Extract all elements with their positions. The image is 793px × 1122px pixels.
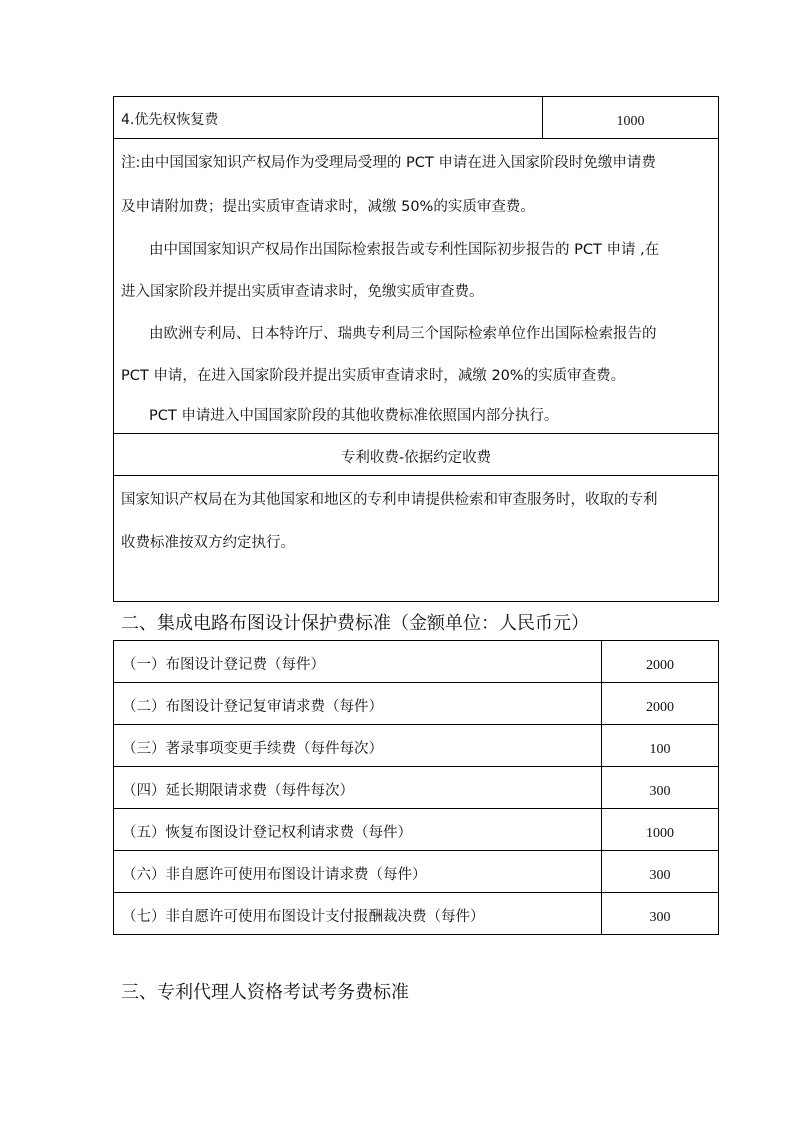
table-row bbox=[114, 725, 718, 767]
layout-design-fee-table bbox=[113, 640, 719, 935]
agreement-line: 国家知识产权局在为其他国家和地区的专利申请提供检索和审查服务时，收取的专利 bbox=[121, 492, 658, 508]
table-row bbox=[114, 767, 718, 809]
pct-note bbox=[114, 139, 718, 434]
note-line: PCT 申请，在进入国家阶段并提出实质审查请求时，减缴 20%的实质审查费。 bbox=[121, 368, 626, 384]
fee-name: 4.优先权恢复费 bbox=[114, 97, 543, 138]
table-row bbox=[114, 641, 718, 683]
fee-name: （二）布图设计登记复审请求费（每件） bbox=[114, 683, 602, 724]
note-line: 及申请附加费；提出实质审查请求时，减缴 50%的实质审查费。 bbox=[121, 199, 535, 215]
table-row bbox=[114, 683, 718, 725]
fee-value: 300 bbox=[649, 868, 671, 883]
note-line: 由中国国家知识产权局作出国际检索报告或专利性国际初步报告的 PCT 申请 ,在 bbox=[149, 242, 660, 258]
fee-name: （七）非自愿许可使用布图设计支付报酬裁决费（每件） bbox=[114, 893, 602, 934]
note-line: 注:由中国国家知识产权局作为受理局受理的 PCT 申请在进入国家阶段时免缴申请费 bbox=[121, 155, 656, 171]
table-row bbox=[114, 809, 718, 851]
note-line: 进入国家阶段并提出实质审查请求时，免缴实质审查费。 bbox=[121, 284, 484, 300]
fee-value: 300 bbox=[649, 910, 671, 925]
fee-value: 2000 bbox=[646, 700, 674, 715]
pct-fee-table bbox=[113, 96, 719, 602]
fee-name: （四）延长期限请求费（每件每次） bbox=[114, 767, 602, 808]
section3-title: 三、专利代理人资格考试考务费标准 bbox=[121, 982, 409, 1003]
fee-value: 1000 bbox=[646, 826, 674, 841]
fee-name: （三）著录事项变更手续费（每件每次） bbox=[114, 725, 602, 766]
fee-row-priority-restoration bbox=[114, 97, 718, 139]
fee-value: 1000 bbox=[616, 114, 645, 129]
section2-title: 二、集成电路布图设计保护费标准（金额单位：人民币元） bbox=[121, 613, 589, 634]
fee-value: 2000 bbox=[646, 658, 674, 673]
note-line: 由欧洲专利局、日本特许厅、瑞典专利局三个国际检索单位作出国际检索报告的 bbox=[149, 326, 657, 342]
table-row bbox=[114, 893, 718, 934]
fee-value: 300 bbox=[649, 784, 671, 799]
agreement-text bbox=[114, 476, 718, 601]
table-row bbox=[114, 851, 718, 893]
fee-name: （五）恢复布图设计登记权利请求费（每件） bbox=[114, 809, 602, 850]
agreement-heading: 专利收费-依据约定收费 bbox=[114, 434, 718, 476]
fee-name: （一）布图设计登记费（每件） bbox=[114, 641, 602, 682]
note-line: PCT 申请进入中国国家阶段的其他收费标准依照国内部分执行。 bbox=[149, 408, 559, 424]
fee-value: 100 bbox=[649, 742, 671, 757]
fee-name: （六）非自愿许可使用布图设计请求费（每件） bbox=[114, 851, 602, 892]
agreement-line: 收费标准按双方约定执行。 bbox=[121, 535, 295, 551]
